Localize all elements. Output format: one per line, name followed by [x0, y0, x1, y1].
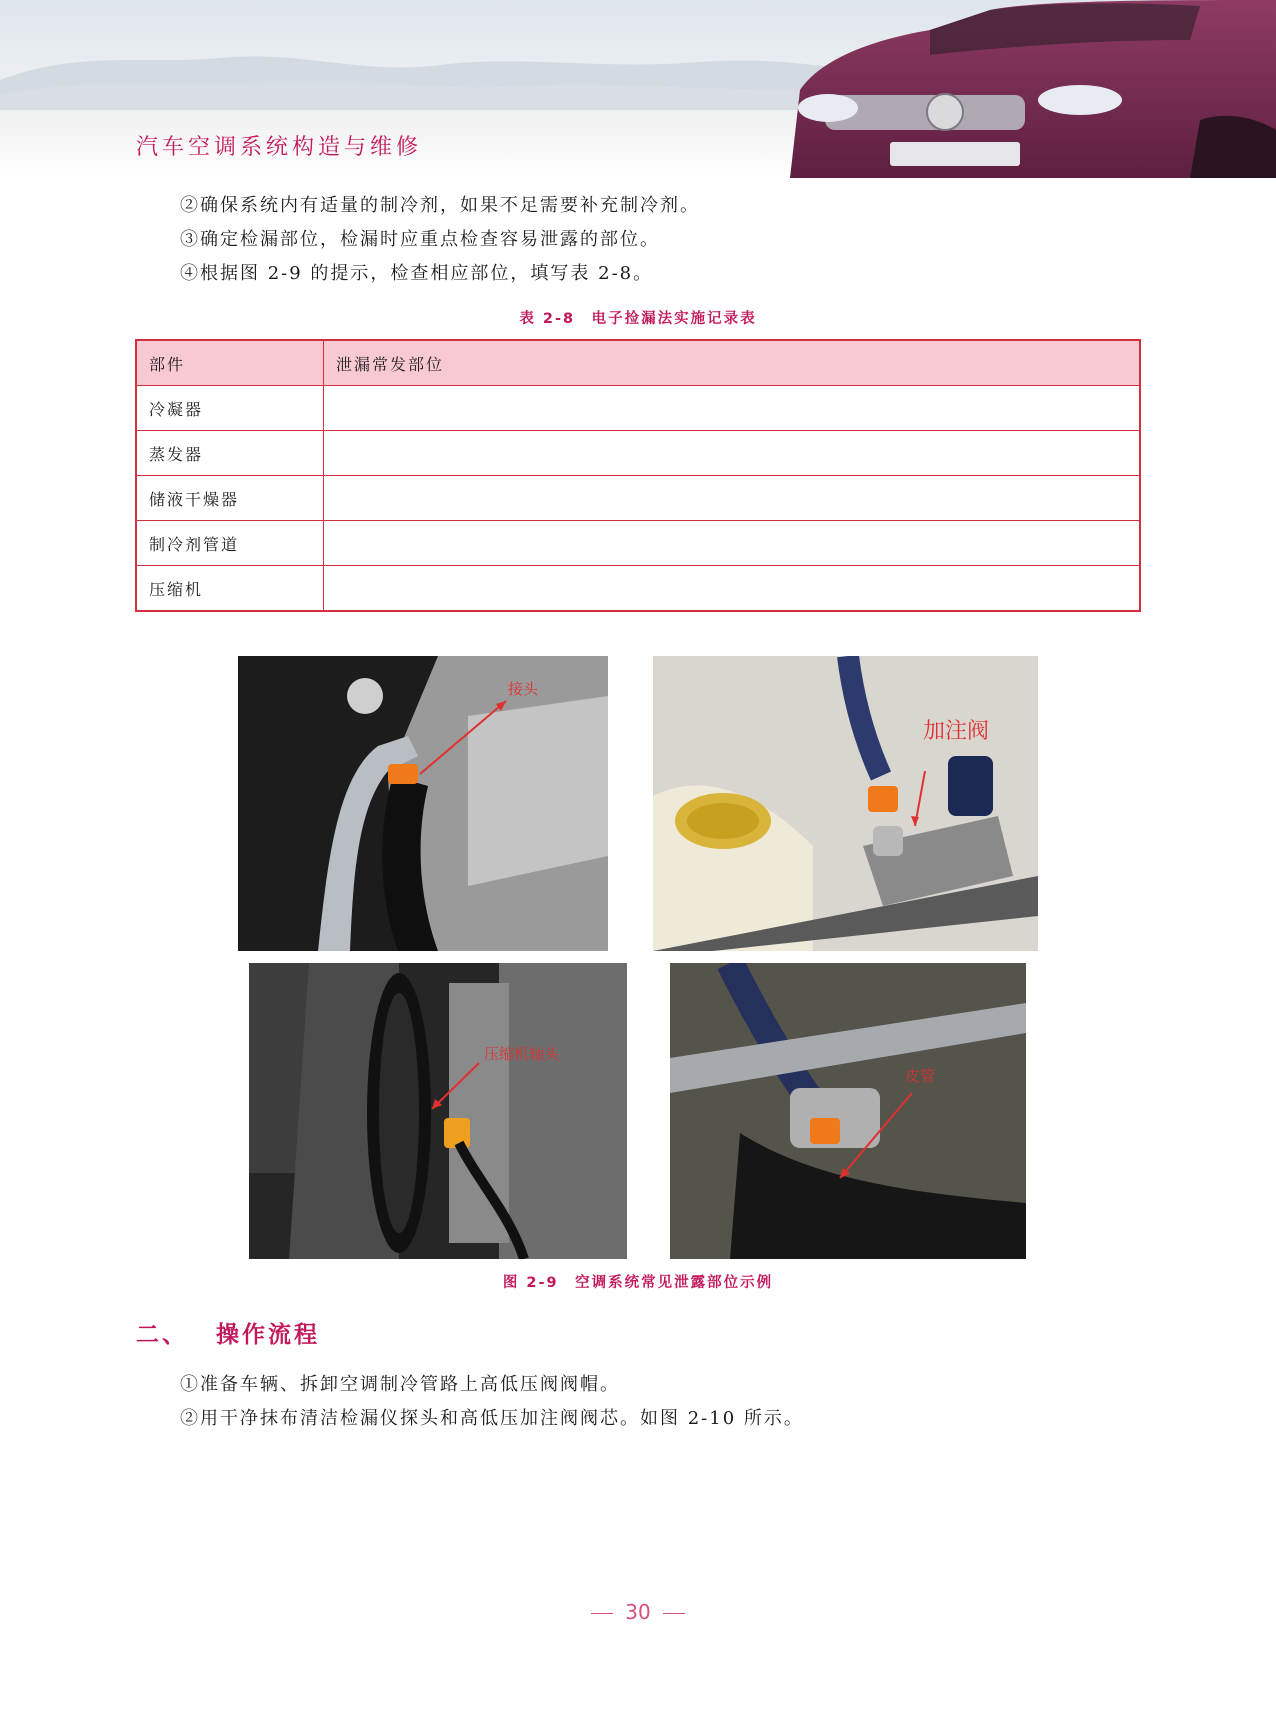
- intro-step-3: ③确定检漏部位，检漏时应重点检查容易泄露的部位。: [180, 229, 660, 250]
- page-number: [0, 1600, 1276, 1624]
- table-header-location: 泄漏常发部位: [324, 340, 1141, 386]
- photo-label-hose: 皮管: [905, 1067, 936, 1085]
- table-header-part: 部件: [136, 340, 324, 386]
- photo-label-compressor-shaft: 压缩机轴头: [484, 1045, 560, 1063]
- row-part: 制冷剂管道: [136, 521, 324, 566]
- photo-label-joint: 接头: [508, 680, 539, 698]
- row-location-cell[interactable]: [324, 566, 1141, 612]
- page-number-dash-left: [591, 1613, 613, 1614]
- table-row: [136, 431, 1140, 476]
- row-location-cell[interactable]: [324, 386, 1141, 431]
- table-caption: 表 2-8 电子捡漏法实施记录表: [519, 311, 757, 327]
- intro-step-2: ②确保系统内有适量的制冷剂，如果不足需要补充制冷剂。: [180, 195, 700, 216]
- table-row: [136, 386, 1140, 431]
- page-number-value: 30: [625, 1600, 651, 1624]
- table-row: [136, 566, 1140, 612]
- row-part: 储液干燥器: [136, 476, 324, 521]
- photo-compressor-shaft: [249, 963, 627, 1259]
- page-number-dash-right: [663, 1613, 685, 1614]
- leak-record-table: [135, 339, 1141, 612]
- page-header-banner: [0, 0, 1276, 178]
- section-number: 二、: [136, 1322, 188, 1348]
- photo-joint: [238, 656, 608, 951]
- photo-label-fill-valve: 加注阀: [923, 719, 990, 744]
- car-illustration: [780, 0, 1276, 178]
- section-heading: [136, 1316, 320, 1349]
- procedure-step-2: ②用干净抹布清洁检漏仪探头和高低压加注阀阀芯。如图 2-10 所示。: [180, 1408, 804, 1429]
- photo-fill-valve: [653, 656, 1038, 951]
- row-part: 蒸发器: [136, 431, 324, 476]
- photo-hose: [670, 963, 1026, 1259]
- book-title: 汽车空调系统构造与维修: [136, 135, 423, 160]
- row-part: 压缩机: [136, 566, 324, 612]
- table-row: [136, 521, 1140, 566]
- section-title: 操作流程: [216, 1322, 320, 1348]
- procedure-step-1: ①准备车辆、拆卸空调制冷管路上高低压阀阀帽。: [180, 1374, 620, 1395]
- table-row: [136, 476, 1140, 521]
- figure-caption: 图 2-9 空调系统常见泄露部位示例: [502, 1275, 774, 1291]
- row-location-cell[interactable]: [324, 476, 1141, 521]
- table-header-row: [136, 340, 1140, 386]
- row-part: 冷凝器: [136, 386, 324, 431]
- landscape-illustration: [0, 20, 860, 110]
- row-location-cell[interactable]: [324, 431, 1141, 476]
- row-location-cell[interactable]: [324, 521, 1141, 566]
- intro-step-4: ④根据图 2-9 的提示，检查相应部位，填写表 2-8。: [180, 263, 654, 284]
